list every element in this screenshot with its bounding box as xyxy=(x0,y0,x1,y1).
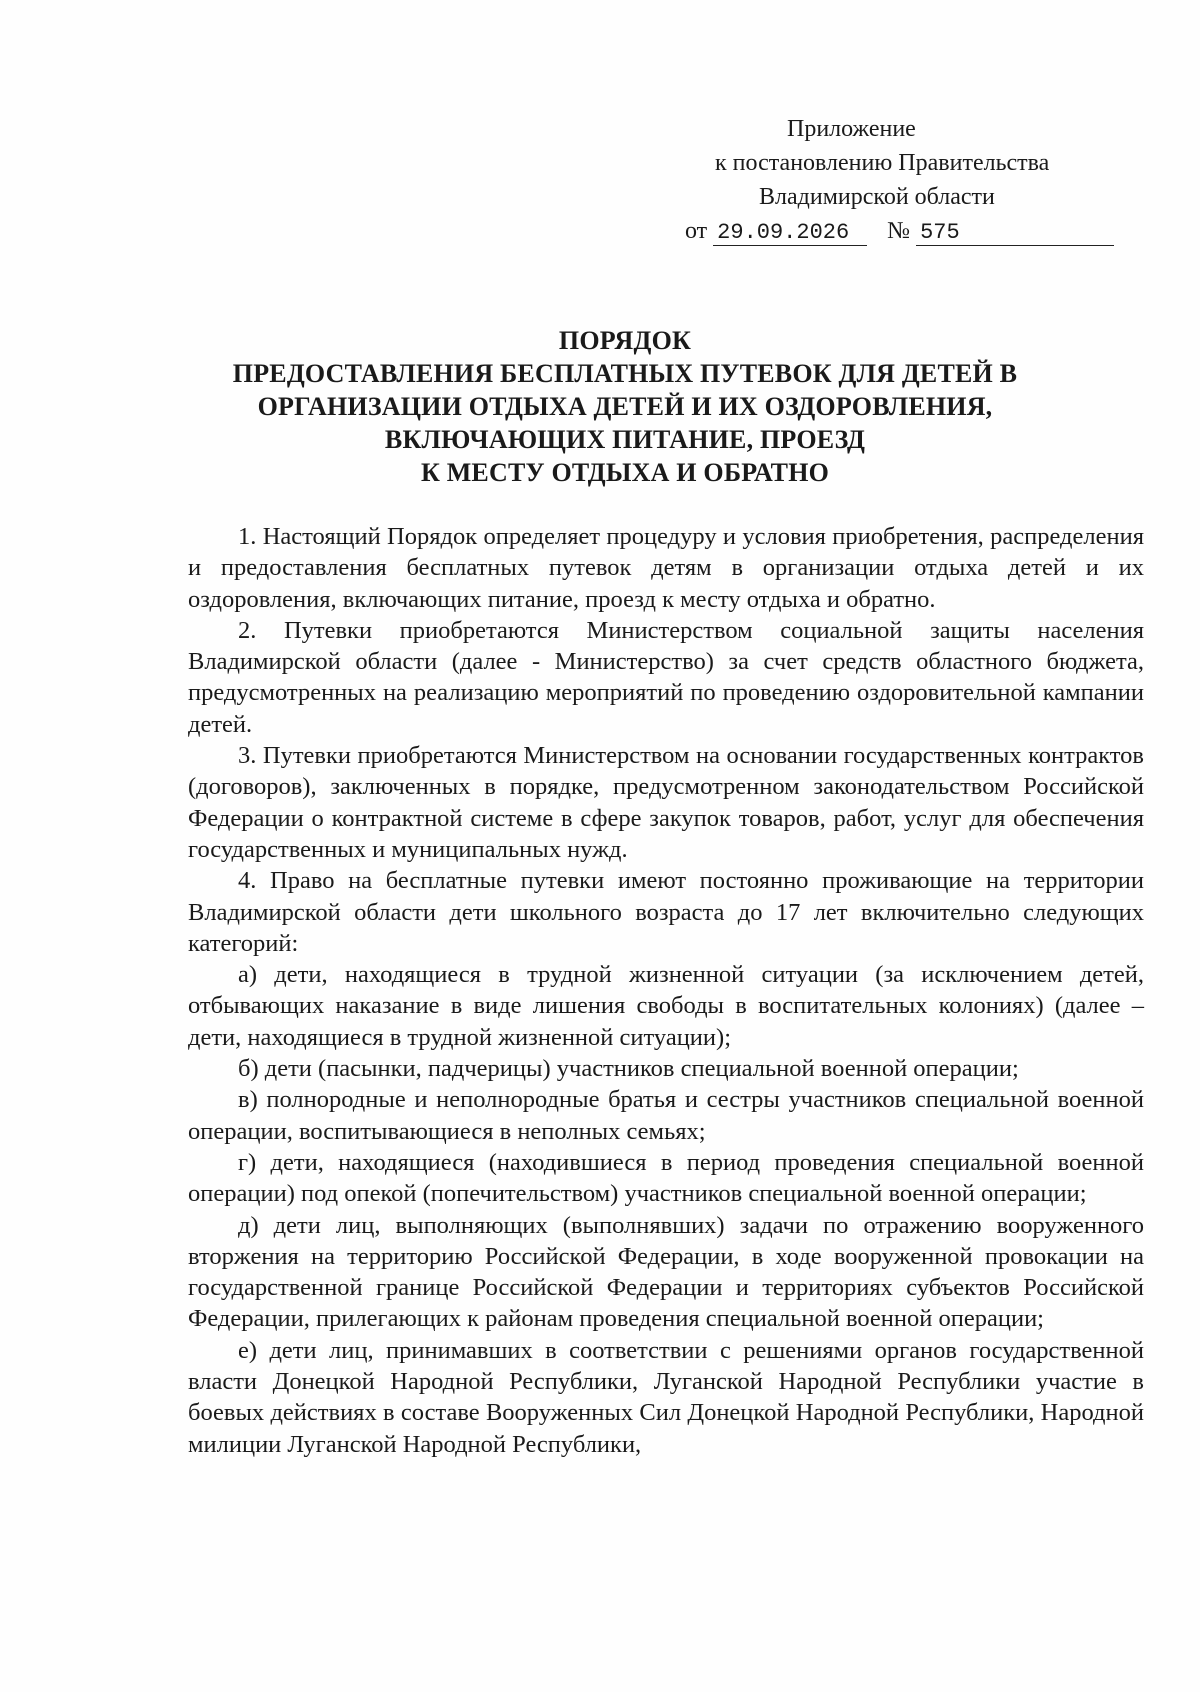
list-item-g: г) дети, находящиеся (находившиеся в период проведения специальной военной операции) под опекой (попечительством) участников специальной военной операции; xyxy=(188,1148,1144,1208)
list-item-a: а) дети, находящиеся в трудной жизненной ситуации (за исключением детей, отбывающих наказание в виде лишения свободы в воспитательных колониях) (далее – дети, находящиеся в трудной жизненной ситуации); xyxy=(188,961,1144,1051)
list-item-d: д) дети лиц, выполняющих (выполнявших) задачи по отражению вооруженного вторжения на территорию Российской Федерации, в ходе вооруженной провокации на государственной границе Российской Федерации и территориях субъектов Российской Федерации, прилегающих к районам проведения специальной военной операции; xyxy=(188,1211,1144,1333)
title-line-4: ВКЛЮЧАЮЩИХ ПИТАНИЕ, ПРОЕЗД xyxy=(384,425,866,454)
paragraph-3: 3. Путевки приобретаются Министерством на основании государственных контрактов (договоров), заключенных в порядке, предусмотренном законодательством Российской Федерации о контрактной системе в сфере закупок товаров, работ, услуг для обеспечения государственных и муниципальных нужд. xyxy=(188,742,1144,863)
list-item-b: б) дети (пасынки, падчерицы) участников специальной военной операции; xyxy=(238,1055,1019,1083)
paragraph-2: 2. Путевки приобретаются Министерством социальной защиты населения Владимирской области (далее - Министерство) за счет средств областного бюджета, предусмотренных на реализацию мероприятий по проведению оздоровительной кампании детей. xyxy=(188,616,1144,738)
title-line-3: ОРГАНИЗАЦИИ ОТДЫХА ДЕТЕЙ И ИХ ОЗДОРОВЛЕНИЯ, xyxy=(257,392,993,421)
list-item-v: в) полнородные и неполнородные братья и сестры участников специальной военной операции, воспитывающиеся в неполных семьях; xyxy=(188,1086,1144,1145)
resolution-number: 575 xyxy=(916,221,1114,246)
title-line-1: ПОРЯДОК xyxy=(558,326,692,355)
title-line-5: К МЕСТУ ОТДЫХА И ОБРАТНО xyxy=(420,458,830,487)
appendix-header xyxy=(655,112,1125,248)
document-title xyxy=(190,324,1060,489)
paragraph-4: 4. Право на бесплатные путевки имеют постоянно проживающие на территории Владимирской области дети школьного возраста до 17 лет включительно следующих категорий: xyxy=(188,867,1144,957)
appendix-date-number-line xyxy=(655,214,1125,248)
appendix-resolution-ref: к постановлению Правительства xyxy=(715,150,1050,176)
date-prefix: от xyxy=(685,218,708,244)
document-body xyxy=(188,521,1144,1460)
title-line-2: ПРЕДОСТАВЛЕНИЯ БЕСПЛАТНЫХ ПУТЕВОК ДЛЯ ДЕТЕЙ В xyxy=(232,359,1018,388)
appendix-label: Приложение xyxy=(787,116,916,142)
paragraph-1: 1. Настоящий Порядок определяет процедуру и условия приобретения, распределения и предоставления бесплатных путевок детям в организации отдыха детей и их оздоровления, включающих питание, проезд к месту отдыха и обратно. xyxy=(188,523,1144,613)
list-item-e: е) дети лиц, принимавших в соответствии с решениями органов государственной власти Донецкой Народной Республики, Луганской Народной Республики участие в боевых действиях в составе Вооруженных Сил Донецкой Народной Республики, Народной милиции Луганской Народной Республики, xyxy=(188,1336,1144,1458)
number-sign: № xyxy=(887,218,911,244)
appendix-region: Владимирской области xyxy=(759,184,995,210)
resolution-date: 29.09.2026 xyxy=(713,221,867,246)
